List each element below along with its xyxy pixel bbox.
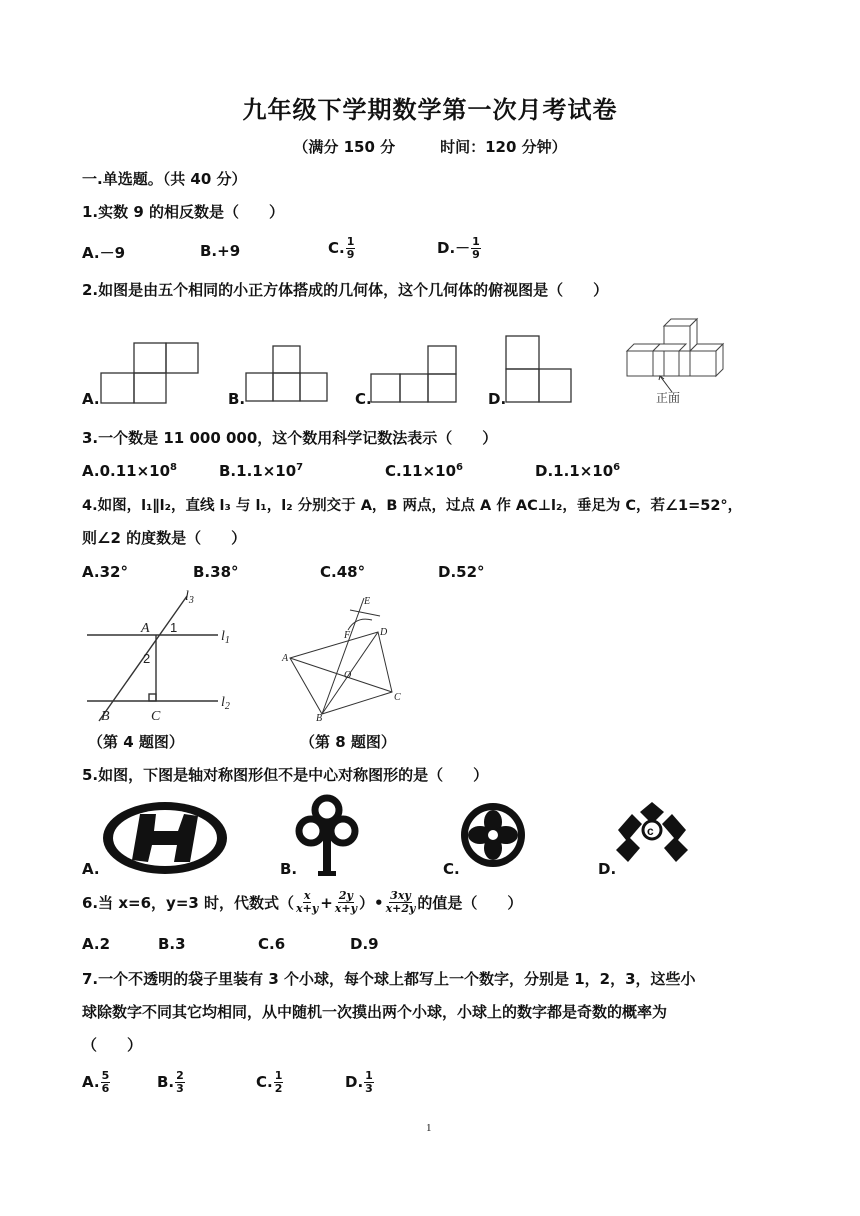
angle-1-label: 1 [170,620,178,635]
q3-option-b: $B.1.1\times 10^7$ [219,462,304,480]
q2-figure-c [370,345,460,403]
q6-option-a: A.2 [82,935,111,953]
line-l1-label: $l_1$ [221,629,230,646]
bank-emblem-icon [612,800,692,870]
line-l3-label: $l_3$ [185,589,194,606]
q6-option-d: D.9 [350,935,379,953]
exam-info: （满分 150 分 时间：120 分钟） [293,138,567,156]
q1-option-a: A.－9 [82,244,126,262]
q2-option-a: A. [82,390,100,408]
q2-figure-b [245,345,331,403]
q7-option-d: D. $\frac{1}{3}$ [345,1069,373,1095]
q5-option-b: B. [280,860,298,878]
question-6: 6.当 x=6，y=3 时，代数式（ $\frac{x}{x+y}$ + $\frac{2y}{x+y}$ ）• $\frac{3xy}{x+2y}$ 的值是（ ） [82,889,523,915]
question-2: 2.如图是由五个相同的小正方体搭成的几何体，这个几何体的俯视图是（ ） [82,281,609,299]
fig8-point-f: F [344,630,351,641]
q1-option-b: B.+9 [200,242,241,260]
svg-text:c: c [647,824,654,838]
fig8-point-d: D [380,627,388,638]
q4-option-b: B.38° [193,563,239,581]
q5-option-d: D. [598,860,617,878]
q2-figure-d [505,335,573,405]
q2-solid-figure [626,318,736,408]
figure-8-caption: （第 8 题图） [300,733,396,751]
fig8-point-a: A [282,653,289,664]
question-3: 3.一个数是 11 000 000，这个数用科学记数法表示（ ） [82,429,498,447]
figure-4-caption: （第 4 题图） [88,733,184,751]
question-4-line-2: 则∠2 的度数是（ ） [82,529,247,547]
q6-option-c: C.6 [258,935,286,953]
point-c-label: C [151,709,161,724]
question-5: 5.如图，下图是轴对称图形但不是中心对称图形的是（ ） [82,766,489,784]
angle-2-label: 2 [143,651,151,666]
q4-option-a: A.32° [82,563,128,581]
circle-petal-icon [458,800,528,870]
fig8-point-b: B [316,713,323,724]
question-7-line-1: 7.一个不透明的袋子里装有 3 个小球，每个球上都写上一个数字，分别是 1，2，3，这些小 [82,970,696,988]
hyundai-logo-icon [100,800,230,878]
question-7-line-3: （ ） [82,1036,143,1054]
q3-option-a: $A.0.11\times 10^8$ [82,462,178,480]
q1-option-c: C. $\frac{1}{9}$ [328,235,355,261]
q3-option-d: $D.1.1\times 10^6$ [535,462,621,480]
question-1: 1.实数 9 的相反数是（ ） [82,203,285,221]
q4-option-d: D.52° [438,563,485,581]
question-7-line-2: 球除数字不同其它均相同，从中随机一次摸出两个小球，小球上的数字都是奇数的概率为 [82,1003,668,1021]
fig8-point-o: O [344,670,352,681]
q2-option-b: B. [228,390,246,408]
q4-option-c: C.48° [320,563,366,581]
figure-8 [280,590,410,725]
q2-figure-a [100,342,200,404]
q2-option-d: D. [488,390,507,408]
question-4-line-1: 4.如图，l₁∥l₂，直线 l₃ 与 l₁，l₂ 分别交于 A，B 两点，过点 A 作 AC⊥l₂，垂足为 C，若∠1=52°， [82,498,743,514]
point-a-label: A [141,621,150,636]
q7-option-b: B. $\frac{2}{3}$ [157,1069,184,1095]
page-number: 1 [426,1122,432,1134]
q7-option-a: A. $\frac{5}{6}$ [82,1069,110,1095]
q7-option-c: C. $\frac{1}{2}$ [256,1069,283,1095]
q6-option-b: B.3 [158,935,186,953]
trefoil-tree-icon [292,793,362,878]
q2-option-c: C. [355,390,372,408]
point-b-label: B [101,709,110,724]
fig8-point-c: C [394,692,401,703]
fig8-point-e: E [364,596,371,607]
q5-option-c: C. [443,860,460,878]
page-title: 九年级下学期数学第一次月考试卷 [242,96,618,124]
q1-option-d: D.－ $\frac{1}{9}$ [437,235,480,261]
q3-option-c: $C.11\times 10^6$ [385,462,463,480]
q5-option-a: A. [82,860,100,878]
front-label: 正面 [656,391,681,405]
section-heading: 一.单选题。（共 40 分） [82,170,247,188]
figure-4 [85,588,245,724]
line-l2-label: $l_2$ [221,695,230,712]
